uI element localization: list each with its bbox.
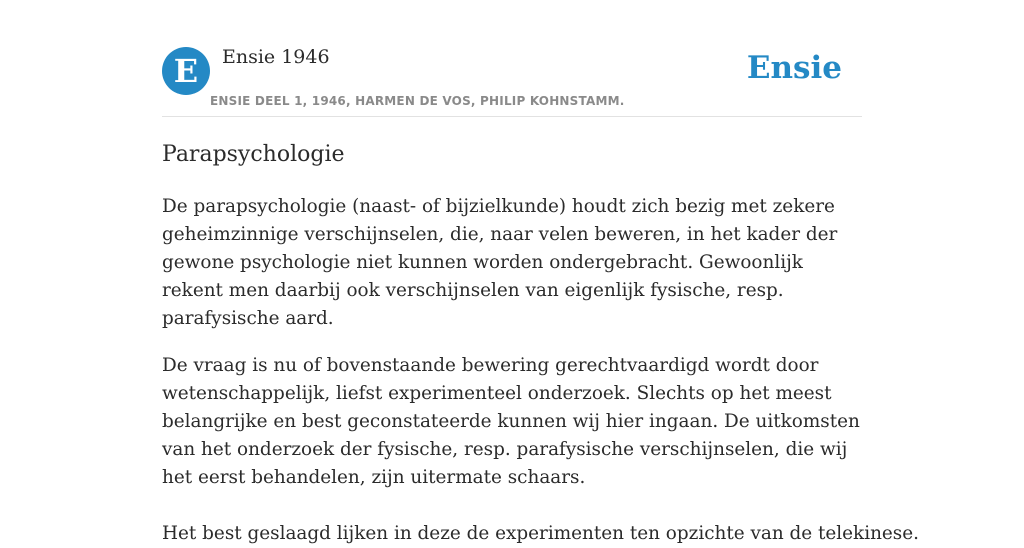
- article-paragraph: De parapsychologie (naast- of bijzielkunde) houdt zich bezig met zekere geheimzinnige verschijnselen, die, naar velen beweren, in het kader der gewone psychologie niet kunnen worden ondergebracht. Gewoonlijk rekent men daarbij ook verschijnselen van eigenlijk fysische, resp. parafysische aard.: [162, 196, 838, 329]
- article-title: Parapsychologie: [162, 142, 345, 167]
- brand-logo-link[interactable]: Ensie: [746, 50, 842, 86]
- site-logo[interactable]: E: [162, 47, 210, 95]
- site-title-link[interactable]: Ensie 1946: [222, 46, 330, 68]
- article: [162, 140, 919, 548]
- source-subtitle: ENSIE DEEL 1, 1946, HARMEN DE VOS, PHILIP KOHNSTAMM.: [210, 94, 625, 108]
- article-paragraph: Het best geslaagd lijken in deze de experimenten ten opzichte van de telekinese.: [162, 523, 919, 544]
- header: [162, 46, 862, 117]
- article-paragraph: De vraag is nu of bovenstaande bewering gerechtvaardigd wordt door wetenschappelijk, liefst experimenteel onderzoek. Slechts op het meest belangrijke en best geconstateerde kunnen wij hier ingaan. De uitkomsten van het onderzoek der fysische, resp. parafysische verschijnselen, die wij het eerst behandelen, zijn uitermate schaars.: [162, 355, 860, 488]
